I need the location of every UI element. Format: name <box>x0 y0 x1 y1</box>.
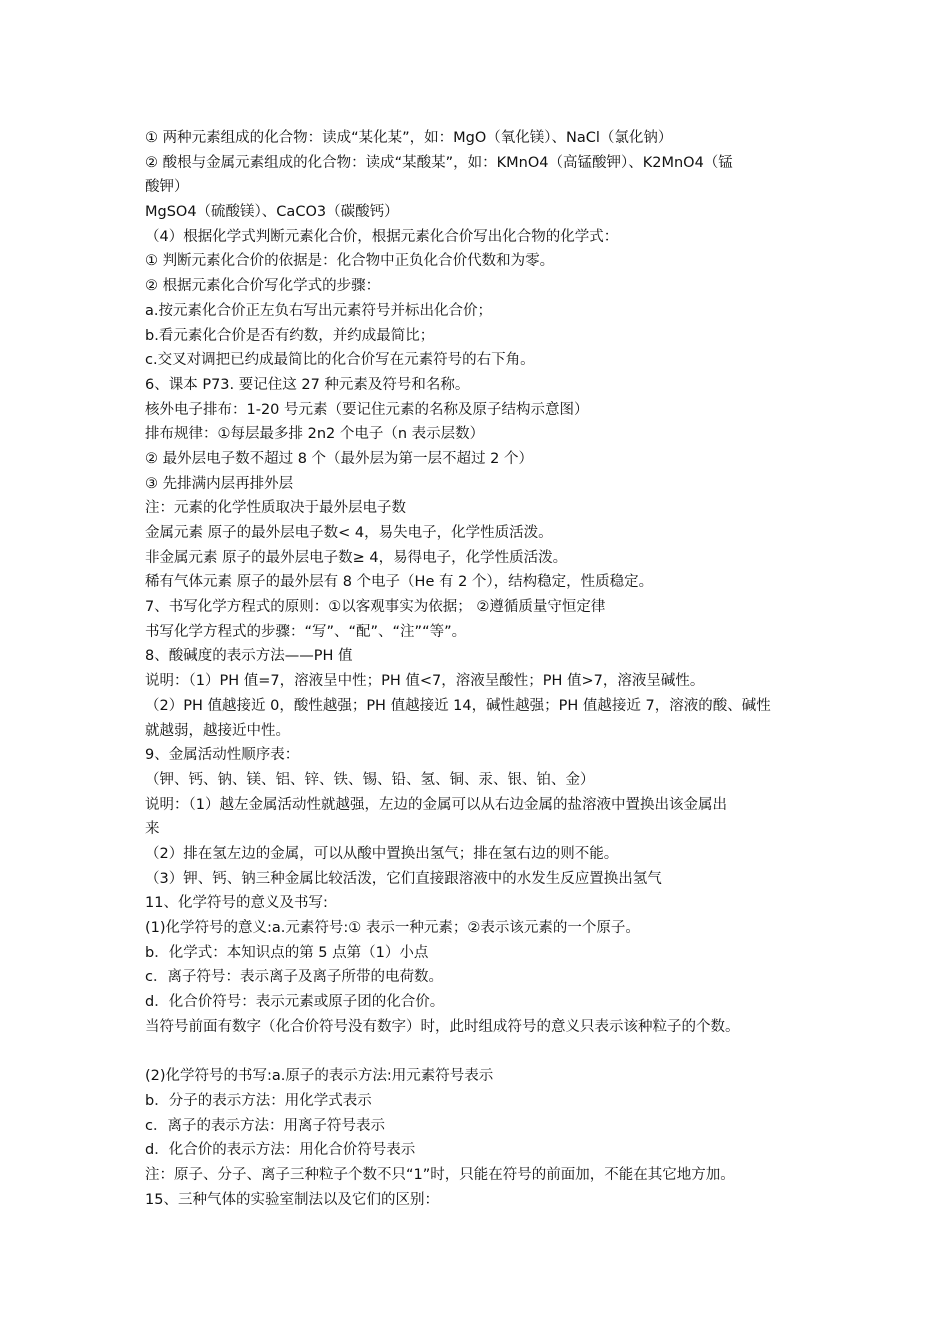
text-line: 酸钾） <box>145 179 189 196</box>
text-line: （2）排在氢左边的金属，可以从酸中置换出氢气；排在氢右边的则不能。 <box>145 845 619 862</box>
text-line: 15、三种气体的实验室制法以及它们的区别： <box>145 1191 439 1208</box>
text-line: b.看元素化合价是否有约数，并约成最简比； <box>145 327 435 344</box>
text-line: ③ 先排满内层再排外层 <box>145 475 294 492</box>
text-line: 来 <box>145 821 160 838</box>
blank-line <box>145 1039 825 1064</box>
text-line: （4）根据化学式判断元素化合价，根据元素化合价写出化合物的化学式： <box>145 228 619 245</box>
text-line: a.按元素化合价正左负右写出元素符号并标出化合价； <box>145 302 492 319</box>
text-line: d．化合价的表示方法：用化合价符号表示 <box>145 1142 416 1159</box>
text-line: 9、金属活动性顺序表： <box>145 747 300 764</box>
text-line: ① 判断元素化合价的依据是：化合物中正负化合价代数和为零。 <box>145 253 555 270</box>
text-line: 6、课本 P73. 要记住这 27 种元素及符号和名称。 <box>145 376 470 393</box>
text-line: 金属元素 原子的最外层电子数< 4，易失电子，化学性质活泼。 <box>145 525 553 541</box>
text-line: 注：原子、分子、离子三种粒子个数不只“1”时，只能在符号的前面加，不能在其它地方加。 <box>145 1166 735 1183</box>
text-line: 排布规律：①每层最多排 2n2 个电子（n 表示层数） <box>145 426 485 443</box>
text-line: 当符号前面有数字（化合价符号没有数字）时，此时组成符号的意义只表示该种粒子的个数。 <box>145 1018 740 1035</box>
text-line: ② 最外层电子数不超过 8 个（最外层为第一层不超过 2 个） <box>145 450 533 467</box>
text-line: 说明：（1）越左金属活动性就越强，左边的金属可以从右边金属的盐溶液中置换出该金属出 <box>145 796 727 813</box>
text-line: （钾、钙、钠、镁、铝、锌、铁、锡、铅、氢、铜、汞、银、铂、金） <box>145 771 595 788</box>
text-line: d．化合价符号：表示元素或原子团的化合价。 <box>145 994 445 1011</box>
text-line: 8、酸碱度的表示方法——PH 值 <box>145 648 353 665</box>
text-line: ① 两种元素组成的化合物：读成“某化某”，如：MgO（氧化镁）、NaCl（氯化钠） <box>145 130 673 146</box>
text-line: 7、书写化学方程式的原则：①以客观事实为依据； ②遵循质量守恒定律 <box>145 599 606 616</box>
text-line: 说明：（1）PH 值=7，溶液呈中性；PH 值<7，溶液呈酸性；PH 值>7，溶液呈碱性。 <box>145 673 705 690</box>
text-line: (1)化学符号的意义:a.元素符号:① 表示一种元素；②表示该元素的一个原子。 <box>145 920 640 936</box>
text-line: 非金属元素 原子的最外层电子数≥ 4，易得电子，化学性质活泼。 <box>145 549 568 566</box>
text-line: MgSO4（硫酸镁）、CaCO3（碳酸钙） <box>145 204 399 221</box>
text-line: 注：元素的化学性质取决于最外层电子数 <box>145 500 406 517</box>
text-line: c．离子符号：表示离子及离子所带的电荷数。 <box>145 969 443 986</box>
document-page <box>145 126 825 1212</box>
text-line: （2）PH 值越接近 0，酸性越强；PH 值越接近 14，碱性越强；PH 值越接近 7，溶液的酸、碱性 <box>145 697 771 714</box>
text-line: ② 酸根与金属元素组成的化合物：读成“某酸某”，如：KMnO4（高锰酸钾）、K2MnO4（锰 <box>145 154 733 171</box>
text-line: ② 根据元素化合价写化学式的步骤： <box>145 278 381 295</box>
text-line: (2)化学符号的书写:a.原子的表示方法:用元素符号表示 <box>145 1068 494 1085</box>
text-line: 11、化学符号的意义及书写: <box>145 895 328 912</box>
text-line: 稀有气体元素 原子的最外层有 8 个电子（He 有 2 个），结构稳定，性质稳定。 <box>145 574 654 591</box>
text-line: （3）钾、钙、钠三种金属比较活泼，它们直接跟溶液中的水发生反应置换出氢气 <box>145 870 662 887</box>
text-line: b．分子的表示方法：用化学式表示 <box>145 1092 372 1109</box>
text-line: c.交叉对调把已约成最简比的化合价写在元素符号的右下角。 <box>145 352 535 369</box>
text-line: c．离子的表示方法：用离子符号表示 <box>145 1117 385 1134</box>
text-line: 书写化学方程式的步骤：“写”、“配”、“注”“等”。 <box>145 623 467 640</box>
text-line: b．化学式：本知识点的第 5 点第（1）小点 <box>145 944 429 961</box>
text-line: 就越弱，越接近中性。 <box>145 722 290 739</box>
text-line: 核外电子排布：1-20 号元素（要记住元素的名称及原子结构示意图） <box>145 401 589 418</box>
